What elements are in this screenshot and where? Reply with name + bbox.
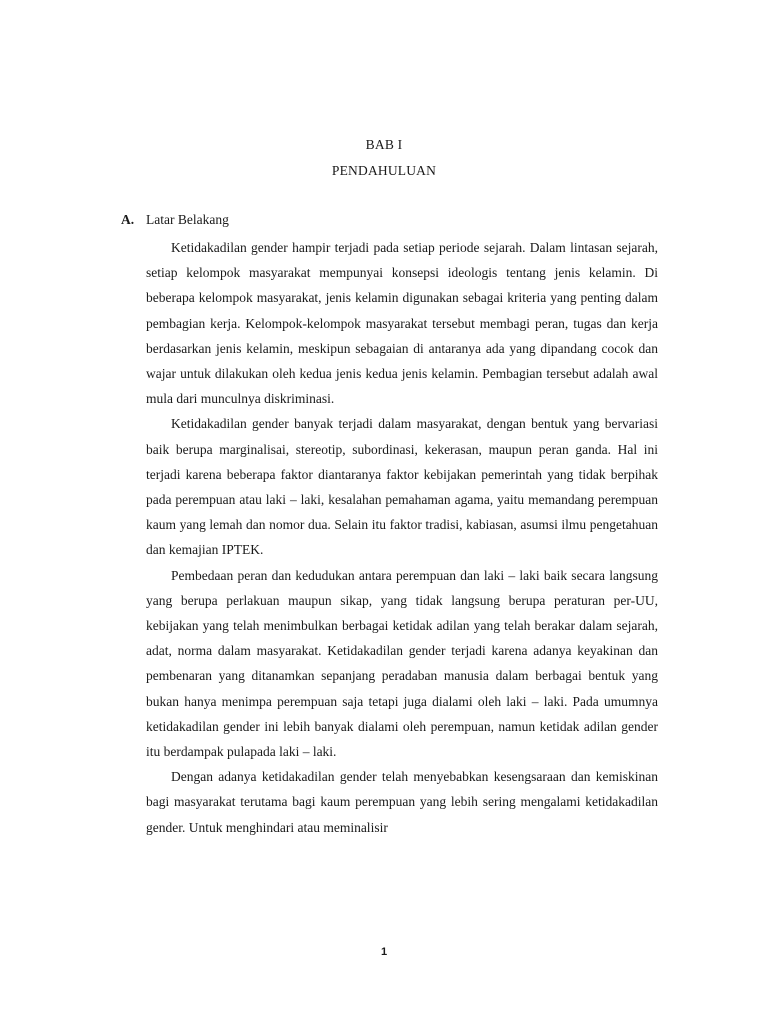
- chapter-label: BAB I: [365, 137, 403, 152]
- body-text: [146, 235, 658, 840]
- paragraph: Ketidakadilan gender banyak terjadi dalam masyarakat, dengan bentuk yang bervariasi baik berupa marginalisai, stereotip, subordinasi, kekerasan, maupun peran ganda. Hal ini terjadi karena beberapa faktor diantaranya faktor kebijakan pemerintah yang tidak berpihak pada perempuan atau laki – laki, kesalahan pemahaman agama, yaitu memandang perempuan kaum yang lemah dan nomor dua. Selain itu faktor tradisi, kabiasan, asumsi ilmu pengetahuan dan kemajian IPTEK.: [146, 416, 658, 558]
- page-number: 1: [380, 946, 388, 958]
- section-title: Latar Belakang: [146, 212, 229, 227]
- section-heading: [121, 212, 229, 228]
- chapter-title: PENDAHULUAN: [331, 163, 437, 178]
- paragraph: Pembedaan peran dan kedudukan antara perempuan dan laki – laki baik secara langsung yang berupa perlakuan maupun sikap, yang tidak langsung berupa peraturan per-UU, kebijakan yang telah menimbulkan berbagai ketidak adilan yang telah berakar dalam sejarah, adat, norma dalam masyarakat. Ketidakadilan gender terjadi karena adanya keyakinan dan pembenaran yang ditanamkan sepanjang peradaban manusia dalam berbagai bentuk yang bukan hanya menimpa perempuan saja tetapi juga dialami oleh laki – laki. Pada umumnya ketidakadilan gender ini lebih banyak dialami oleh perempuan, namun ketidak adilan gender itu berdampak pulapada laki – laki.: [146, 567, 658, 760]
- paragraph: Ketidakadilan gender hampir terjadi pada setiap periode sejarah. Dalam lintasan sejarah, setiap kelompok masyarakat mempunyai konsepsi ideologis tentang jenis kelamin. Di beberapa kelompok masyarakat, jenis kelamin digunakan sebagai kriteria yang penting dalam pembagian kerja. Kelompok-kelompok masyarakat tersebut membagi peran, tugas dan kerja berdasarkan jenis kelamin, meskipun sebagaian di antaranya ada yang dipandang cocok dan wajar untuk dilakukan oleh kedua jenis kedua jenis kelamin. Pembagian tersebut adalah awal mula dari munculnya diskriminasi.: [146, 240, 658, 407]
- paragraph: Dengan adanya ketidakadilan gender telah menyebabkan kesengsaraan dan kemiskinan bagi masyarakat terutama bagi kaum perempuan yang lebih sering mengalami ketidakadilan gender. Untuk menghindari atau meminalisir: [146, 769, 658, 835]
- section-letter: A.: [121, 212, 135, 227]
